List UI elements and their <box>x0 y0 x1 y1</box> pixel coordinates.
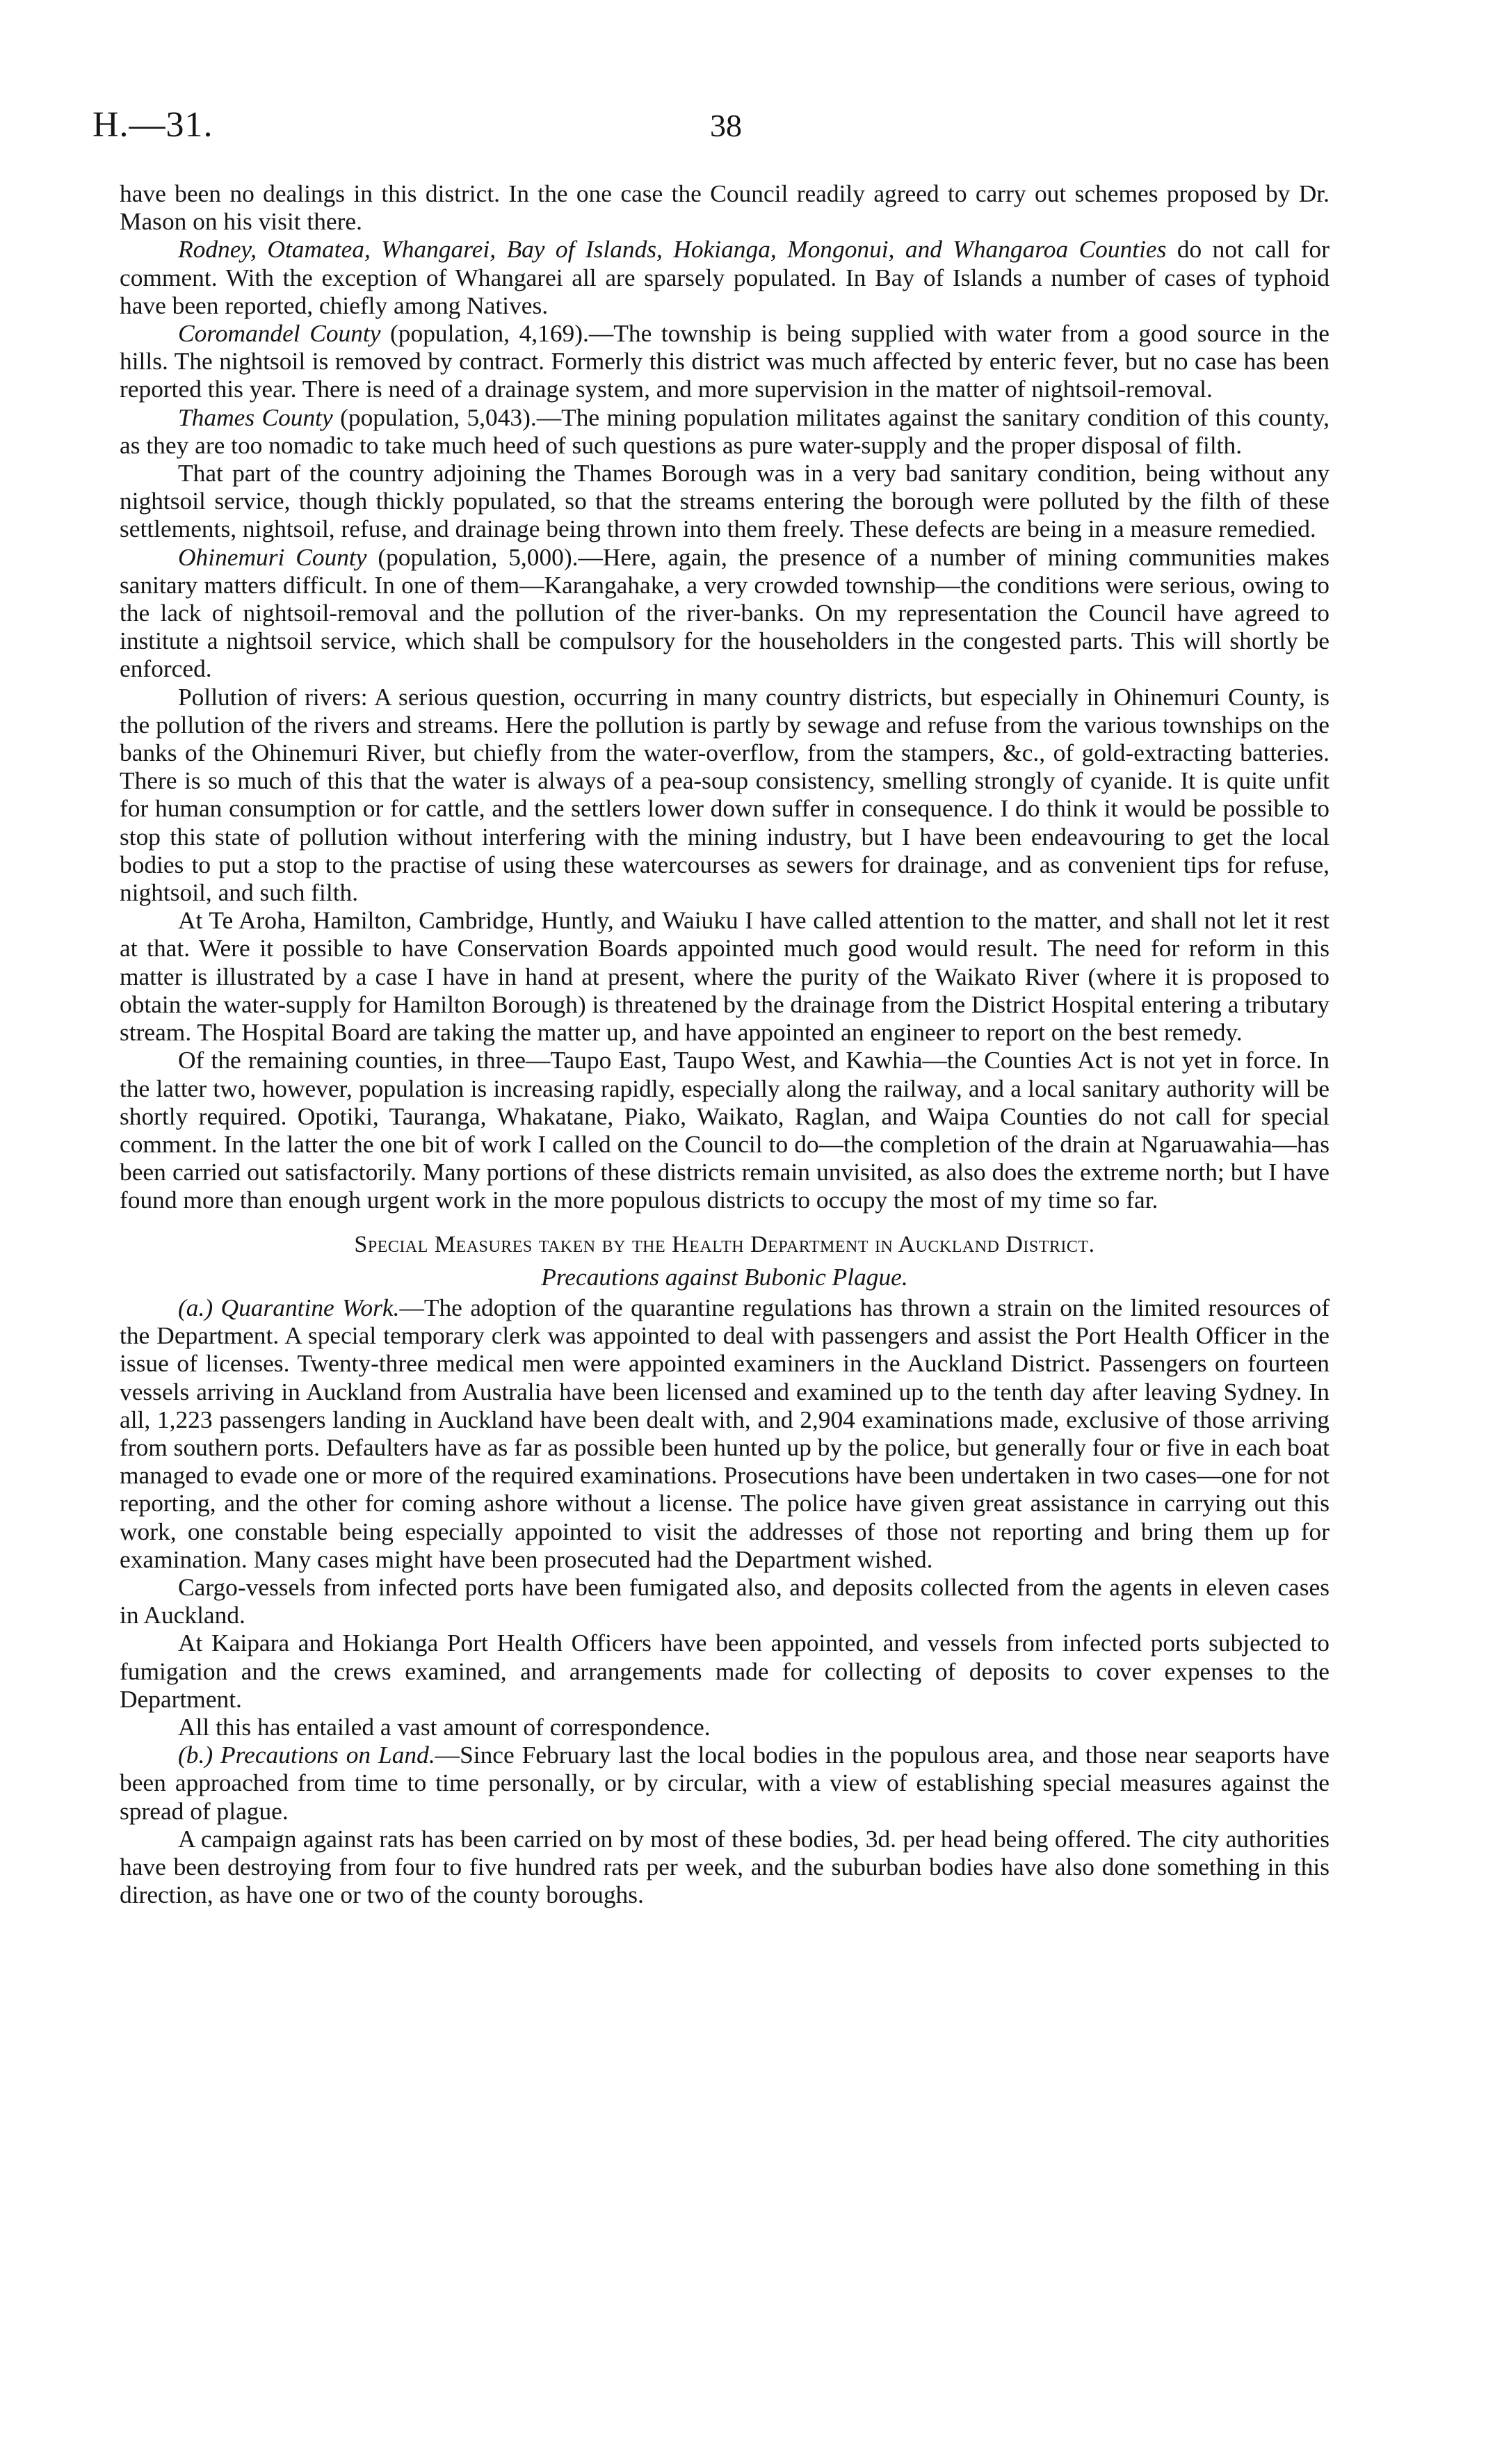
paragraph: Thames County (population, 5,043).—The mining population militates against the sanitary condition of this county, as they are too nomadic to take much heed of such questions as pure water-supply and the proper disposal of filth. <box>120 403 1330 459</box>
paragraph: That part of the country adjoining the Thames Borough was in a very bad sanitary condition, being without any nightsoil service, though thickly populated, so that the streams entering the borough were polluted by the filth of these settlements, nightsoil, refuse, and drainage being thrown into them freely. These defects are being in a measure remedied. <box>120 459 1330 543</box>
paragraph: Cargo-vessels from infected ports have been fumigated also, and deposits collected from the agents in eleven cases in Auckland. <box>120 1572 1330 1629</box>
paragraph-lead: (b.) Precautions on Land. <box>178 1741 435 1769</box>
paragraph: Of the remaining counties, in three—Taupo East, Taupo West, and Kawhia—the Counties Act is not yet in force. In the latter two, however, population is increasing rapidly, especially along the railway, and a local sanitary authority will be shortly required. Opotiki, Tauranga, Whakatane, Piako, Waikato, Raglan, and Waipa Counties do not call for special comment. In the latter the one bit of work I called on the Council to do—the completion of the drain at Ngaruawahia—has been carried out satisfactorily. Many portions of these districts remain unvisited, as also does the extreme north; but I have found more than enough urgent work in the more populous districts to occupy the most of my time so far. <box>120 1046 1330 1214</box>
paragraph: (a.) Quarantine Work.—The adoption of the quarantine regulations has thrown a strain on the limited resources of the Department. A special temporary clerk was appointed to deal with passengers and assist the Port Health Officer in the issue of licenses. Twenty-three medical men were appointed examiners in the Auckland District. Passengers on fourteen vessels arriving in Auckland from Australia have been licensed and examined up to the tenth day after leaving Sydney. In all, 1,223 passengers landing in Auckland have been dealt with, and 2,904 examinations made, exclusive of those arriving from southern ports. Defaulters have as far as possible been hunted up by the police, but generally four or five in each boat managed to evade one or more of the required examinations. Prosecutions have been undertaken in two cases—one for not reporting, and the other for coming ashore without a license. The police have given great assistance in carrying out this work, one constable being especially appointed to visit the addresses of those not reporting and bring them up for examination. Many cases might have been prosecuted had the Department wished. <box>120 1293 1330 1573</box>
paragraph: Ohinemuri County (population, 5,000).—Here, again, the presence of a number of mining communities makes sanitary matters difficult. In one of them—Karangahake, a very crowded township—the conditions were serious, owing to the lack of nightsoil-removal and the pollution of the river-banks. On my representation the Council have agreed to institute a nightsoil service, which shall be compulsory for the householders in the congested parts. This will shortly be enforced. <box>120 542 1330 683</box>
paragraph-lead: Rodney, Otamatea, Whangarei, Bay of Islands, Hokianga, Mongonui, and Whangaroa Counties <box>178 235 1167 264</box>
page-number: 38 <box>710 108 742 143</box>
section-heading: Special Measures taken by the Health Department in Auckland District. <box>354 1231 1095 1257</box>
paragraph-lead: (a.) Quarantine Work. <box>178 1293 400 1321</box>
paragraph: At Te Aroha, Hamilton, Cambridge, Huntly, and Waiuku I have called attention to the matter, and shall not let it rest at that. Were it possible to have Conservation Boards appointed much good would result. The need for reform in this matter is illustrated by a case I have in hand at present, where the purity of the Waikato River (where it is proposed to obtain the water-supply for Hamilton Borough) is threatened by the drainage from the District Hospital entering a tributary stream. The Hospital Board are taking the matter up, and have appointed an engineer to report on the best remedy. <box>120 906 1330 1047</box>
paragraph-lead: Coromandel County <box>178 319 381 348</box>
paragraph: A campaign against rats has been carried on by most of these bodies, 3d. per head being offered. The city authorities have been destroying from four to five hundred rats per week, and the suburban bodies have also done something in this direction, as have one or two of the county boroughs. <box>120 1824 1330 1909</box>
paragraph: have been no dealings in this district. In the one case the Council readily agreed to carry out schemes proposed by Dr. Mason on his visit there. <box>120 179 1330 236</box>
page-header <box>92 104 1337 160</box>
paragraph: Pollution of rivers: A serious question, occurring in many country districts, but especially in Ohinemuri County, is the pollution of the rivers and streams. Here the pollution is partly by sewage and refuse from the various townships on the banks of the Ohinemuri River, but chiefly from the water-overflow, from the stampers, &c., of gold-extracting batteries. There is so much of this that the water is always of a pea-soup consistency, smelling strongly of cyanide. It is quite unfit for human consumption or for cattle, and the settlers lower down suffer in consequence. I do think it would be possible to stop this state of pollution without interfering with the mining industry, but I have been endeavouring to get the local bodies to put a stop to the practise of using these watercourses as sewers for drainage, and as convenient tips for refuse, nightsoil, and such filth. <box>120 682 1330 907</box>
paragraph: At Kaipara and Hokianga Port Health Officers have been appointed, and vessels from infected ports subjected to fumigation and the crews examined, and arrangements made for collecting of deposits to cover expenses to the Department. <box>120 1629 1330 1713</box>
document-reference: H.—31. <box>92 105 213 145</box>
document-body <box>120 179 1330 1908</box>
paragraph-lead: Ohinemuri County <box>178 542 367 571</box>
paragraph: Rodney, Otamatea, Whangarei, Bay of Islands, Hokianga, Mongonui, and Whangaroa Counties do not call for comment. With the exception of Whangarei all are sparsely populated. In Bay of Islands a number of cases of typhoid have been reported, chiefly among Natives. <box>120 235 1330 319</box>
paragraph: Coromandel County (population, 4,169).—The township is being supplied with water from a good source in the hills. The nightsoil is removed by contract. Formerly this district was much affected by enteric fever, but no case has been reported this year. There is need of a drainage system, and more supervision in the matter of nightsoil-removal. <box>120 319 1330 403</box>
paragraph-lead: Thames County <box>178 403 333 431</box>
section-subheading: Precautions against Bubonic Plague. <box>541 1262 908 1291</box>
paragraph: All this has entailed a vast amount of correspondence. <box>178 1712 711 1741</box>
paragraph: (b.) Precautions on Land.—Since February last the local bodies in the populous area, and those near seaports have been approached from time to time personally, or by circular, with a view of establishing special measures against the spread of plague. <box>120 1741 1330 1825</box>
